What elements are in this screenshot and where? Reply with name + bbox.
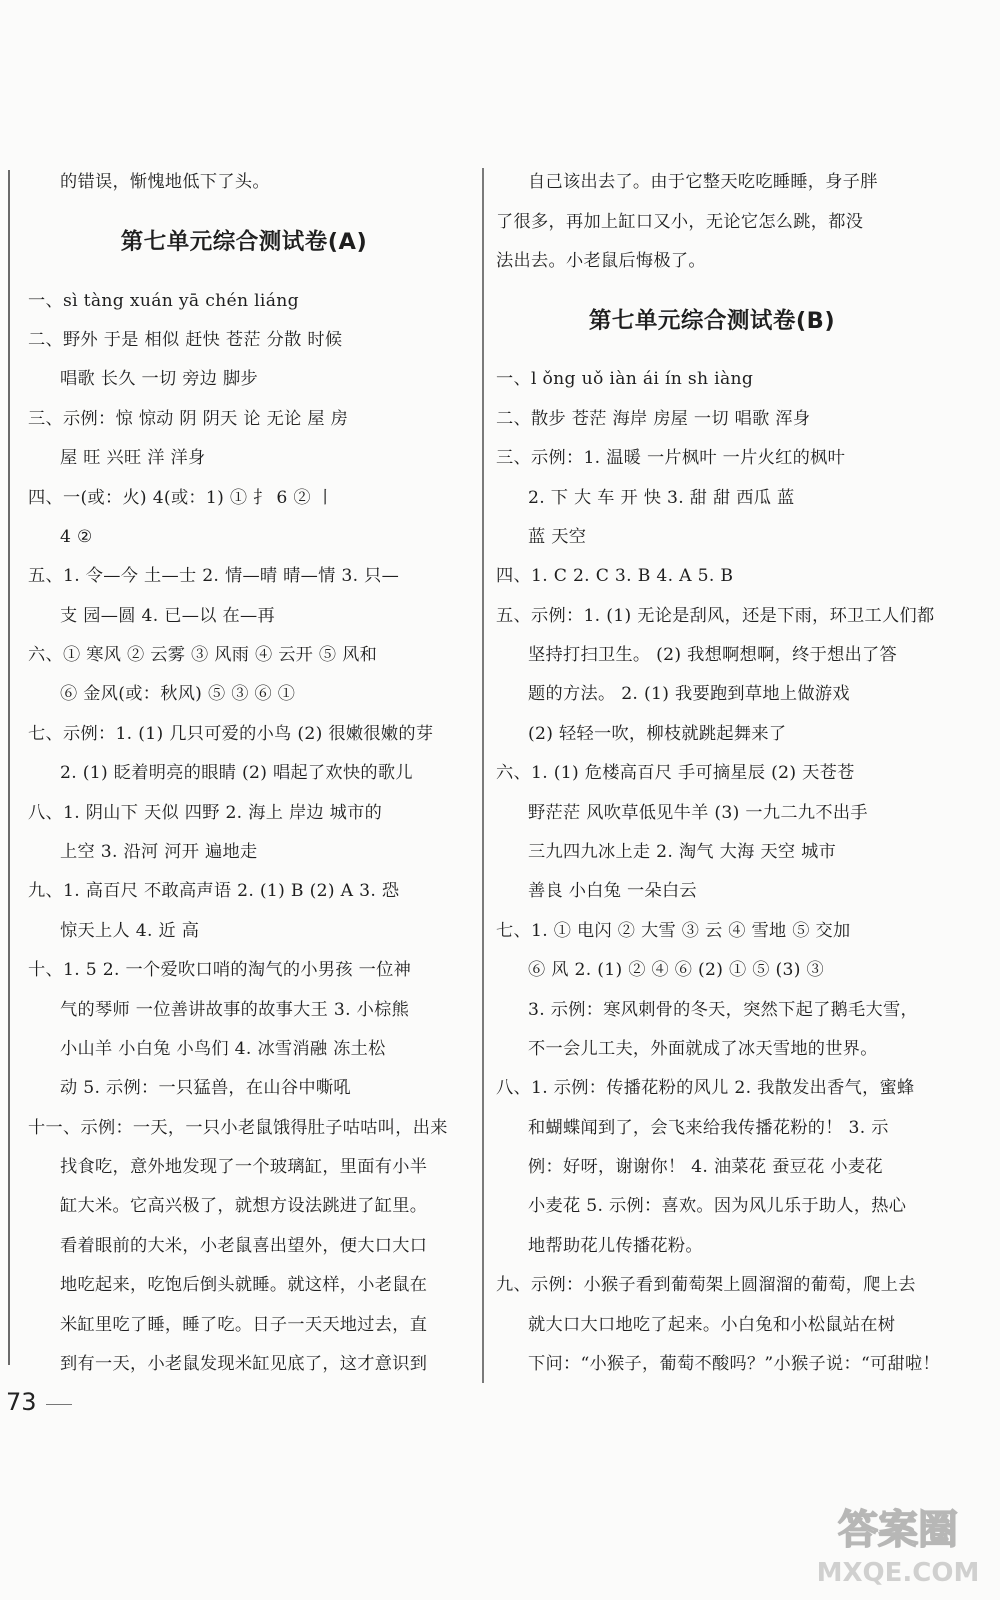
answer-line: 一、sì tàng xuán yā chén liáng [28,291,299,311]
answer-line: 九、1. 高百尺 不敢高声语 2. (1) B (2) A 3. 恐 [28,881,400,901]
watermark-top-text: 答案圈 [838,1507,958,1553]
answer-line: 三九四九冰上走 2. 淘气 大海 天空 城市 [528,842,837,862]
answer-line: 气的琴师 一位善讲故事的故事大王 3. 小棕熊 [60,1000,410,1020]
answer-line: 就大口大口地吃了起来。小白兔和小松鼠站在树 [528,1315,896,1335]
answer-line: 七、示例：1. (1) 几只可爱的小鸟 (2) 很嫩很嫩的芽 [28,724,434,744]
answer-line: 例：好呀，谢谢你！ 4. 油菜花 蚕豆花 小麦花 [528,1157,883,1177]
answer-line: 八、1. 示例：传播花粉的风儿 2. 我散发出香气，蜜蜂 [496,1078,915,1098]
answer-line: 五、示例：1. (1) 无论是刮风，还是下雨，环卫工人们都 [496,606,935,626]
answer-line: 3. 示例：寒风刺骨的冬天，突然下起了鹅毛大雪， [528,1000,919,1020]
answer-line: 4 ② [60,527,93,547]
answer-line: 蓝 天空 [528,527,587,547]
answer-line: 缸大米。它高兴极了，就想方设法跳进了缸里。 [60,1196,428,1216]
answer-line: 屋 旺 兴旺 洋 洋身 [60,448,206,468]
answer-line: 到有一天，小老鼠发现米缸见底了，这才意识到 [60,1354,428,1374]
answer-line: ⑥ 风 2. (1) ② ④ ⑥ (2) ① ⑤ (3) ③ [528,960,825,980]
watermark-logo [806,1495,991,1590]
answer-line: 九、示例：小猴子看到葡萄架上圆溜溜的葡萄，爬上去 [496,1275,916,1295]
answer-line: 十一、示例：一天，一只小老鼠饿得肚子咕咕叫，出来 [28,1118,448,1138]
answer-line: 七、1. ① 电闪 ② 大雪 ③ 云 ④ 雪地 ⑤ 交加 [496,921,851,941]
answer-line: 唱歌 长久 一切 旁边 脚步 [60,369,258,389]
answer-line: 六、1. (1) 危楼高百尺 手可摘星辰 (2) 天苍苍 [496,763,855,783]
answer-line: 找食吃，意外地发现了一个玻璃缸，里面有小半 [60,1157,428,1177]
answer-line: 二、野外 于是 相似 赶快 苍茫 分散 时候 [28,330,343,350]
answer-line: ⑥ 金风(或：秋风) ⑤ ③ ⑥ ① [60,684,296,704]
answer-line: 地帮助花儿传播花粉。 [528,1236,703,1256]
answer-line: 四、1. C 2. C 3. B 4. A 5. B [496,566,734,586]
answer-line: 一、l ǒng uǒ iàn ái ín sh iàng [496,369,754,389]
left-margin-rule [8,170,10,1365]
section-title-b: 第七单元综合测试卷(B) [588,308,836,334]
answer-line: 三、示例：1. 温暖 一片枫叶 一片火红的枫叶 [496,448,846,468]
answer-line: (2) 轻轻一吹，柳枝就跳起舞来了 [528,724,787,744]
answer-line: 五、1. 令—今 土—士 2. 情—晴 晴—情 3. 只— [28,566,400,586]
answer-line: 题的方法。 2. (1) 我要跑到草地上做游戏 [528,684,850,704]
answer-line: 和蝴蝶闻到了，会飞来给我传播花粉的！ 3. 示 [528,1118,889,1138]
answer-line: 八、1. 阴山下 天似 四野 2. 海上 岸边 城市的 [28,803,383,823]
answer-line: 善良 小白兔 一朵白云 [528,881,697,901]
continuation-line: 法出去。小老鼠后悔极了。 [496,251,706,271]
answer-line: 支 园—圆 4. 已—以 在—再 [60,606,275,626]
section-title-a: 第七单元综合测试卷(A) [120,229,368,255]
answer-line: 野茫茫 风吹草低见牛羊 (3) 一九二九不出手 [528,803,868,823]
answer-line: 二、散步 苍茫 海岸 房屋 一切 唱歌 浑身 [496,409,811,429]
answer-line: 四、一(或：火) 4(或：1) ① 扌 6 ② 丨 [28,488,335,508]
answer-line: 2. (1) 眨着明亮的眼睛 (2) 唱起了欢快的歌儿 [60,763,413,783]
column-divider [482,168,484,1383]
answer-line: 小山羊 小白兔 小鸟们 4. 冰雪消融 冻土松 [60,1039,386,1059]
answer-line: 不一会儿工夫，外面就成了冰天雪地的世界。 [528,1039,878,1059]
page-number: 73 [6,1388,37,1416]
answer-line: 动 5. 示例：一只猛兽，在山谷中嘶吼 [60,1078,351,1098]
answer-line: 小麦花 5. 示例：喜欢。因为风儿乐于助人，热心 [528,1196,907,1216]
answer-line: 六、① 寒风 ② 云雾 ③ 风雨 ④ 云开 ⑤ 风和 [28,645,378,665]
answer-line: 上空 3. 沿河 河开 遍地走 [60,842,258,862]
continuation-line: 自己该出去了。由于它整天吃吃睡睡，身子胖 [528,172,878,192]
page-number-rule [46,1404,72,1405]
answer-line: 坚持打扫卫生。 (2) 我想啊想啊，终于想出了答 [528,645,898,665]
continuation-line: 的错误，惭愧地低下了头。 [60,172,270,192]
answer-line: 米缸里吃了睡，睡了吃。日子一天天地过去，直 [60,1315,428,1335]
continuation-line: 了很多，再加上缸口又小，无论它怎么跳，都没 [496,212,864,232]
answer-line: 看着眼前的大米，小老鼠喜出望外，便大口大口 [60,1236,428,1256]
watermark-bottom-text: MXQE.COM [816,1558,980,1588]
answer-line: 三、示例：惊 惊动 阴 阴天 论 无论 屋 房 [28,409,349,429]
answer-line: 十、1. 5 2. 一个爱吹口哨的淘气的小男孩 一位神 [28,960,412,980]
answer-line: 下问：“小猴子，葡萄不酸吗？”小猴子说：“可甜啦！ [528,1354,940,1374]
answer-line: 地吃起来，吃饱后倒头就睡。就这样，小老鼠在 [60,1275,428,1295]
answer-line: 惊天上人 4. 近 高 [60,921,200,941]
answer-line: 2. 下 大 车 开 快 3. 甜 甜 西瓜 蓝 [528,488,795,508]
